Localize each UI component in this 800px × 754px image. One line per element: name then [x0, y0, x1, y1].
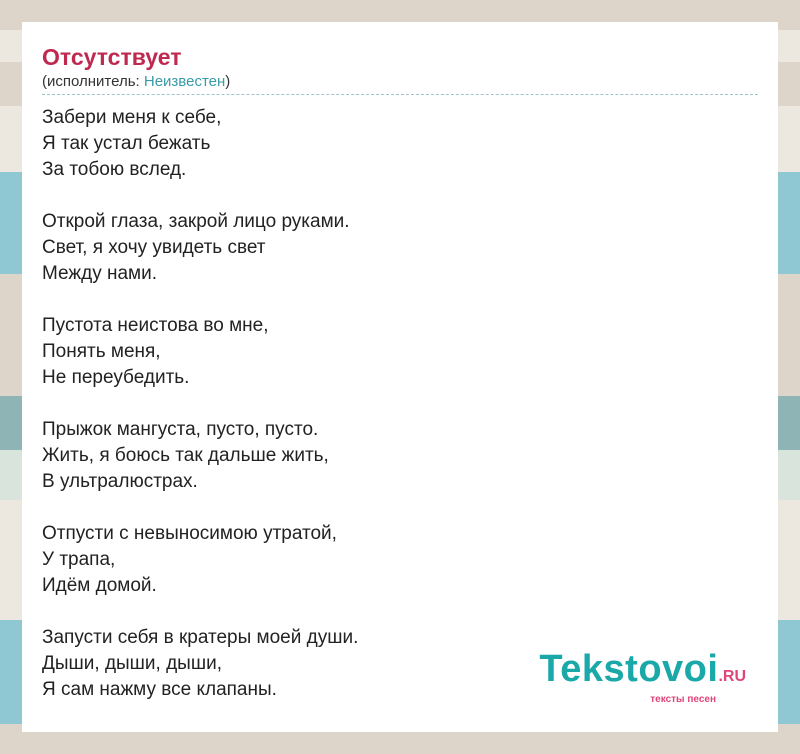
lyric-line: Отпусти с невыносимою утратой,	[42, 523, 337, 544]
stanza	[42, 105, 758, 183]
lyric-line: Забери меня к себе,	[42, 107, 222, 128]
logo-main-text: Tekstovoi	[539, 648, 719, 690]
lyric-line: Между нами.	[42, 263, 157, 284]
lyric-line: Не переубедить.	[42, 367, 190, 388]
lyric-line: Дыши, дыши, дыши,	[42, 653, 222, 674]
lyric-line: Свет, я хочу увидеть свет	[42, 237, 266, 258]
logo-tagline: тексты песен	[650, 694, 716, 705]
artist-link[interactable]: Неизвестен	[143, 73, 226, 90]
artist-line	[42, 72, 758, 95]
lyric-line: В ультралюстрах.	[42, 471, 198, 492]
lyric-line: Запусти себя в кратеры моей души.	[42, 627, 359, 648]
artist-suffix: )	[225, 73, 231, 90]
lyric-line: Я сам нажму все клапаны.	[42, 679, 277, 700]
lyric-line: Прыжок мангуста, пусто, пусто.	[42, 419, 319, 440]
stanza	[42, 209, 758, 287]
stanza	[42, 417, 758, 495]
lyric-line: Жить, я боюсь так дальше жить,	[42, 445, 329, 466]
stanza	[42, 313, 758, 391]
lyrics-body	[42, 105, 758, 703]
lyric-line: Понять меня,	[42, 341, 161, 362]
lyrics-card	[22, 22, 778, 732]
logo-wordmark	[539, 650, 746, 696]
lyric-line: За тобою вслед.	[42, 159, 187, 180]
stanza	[42, 521, 758, 599]
logo-suffix: .RU	[718, 668, 746, 685]
lyric-line: Открой глаза, закрой лицо руками.	[42, 211, 350, 232]
lyric-line: Идём домой.	[42, 575, 157, 596]
lyric-line: Я так устал бежать	[42, 133, 211, 154]
song-title: Отсутствует	[42, 44, 182, 70]
lyric-line: У трапа,	[42, 549, 116, 570]
artist-prefix: (исполнитель:	[42, 73, 144, 90]
lyric-line: Пустота неистова во мне,	[42, 315, 269, 336]
site-logo[interactable]	[539, 650, 746, 706]
